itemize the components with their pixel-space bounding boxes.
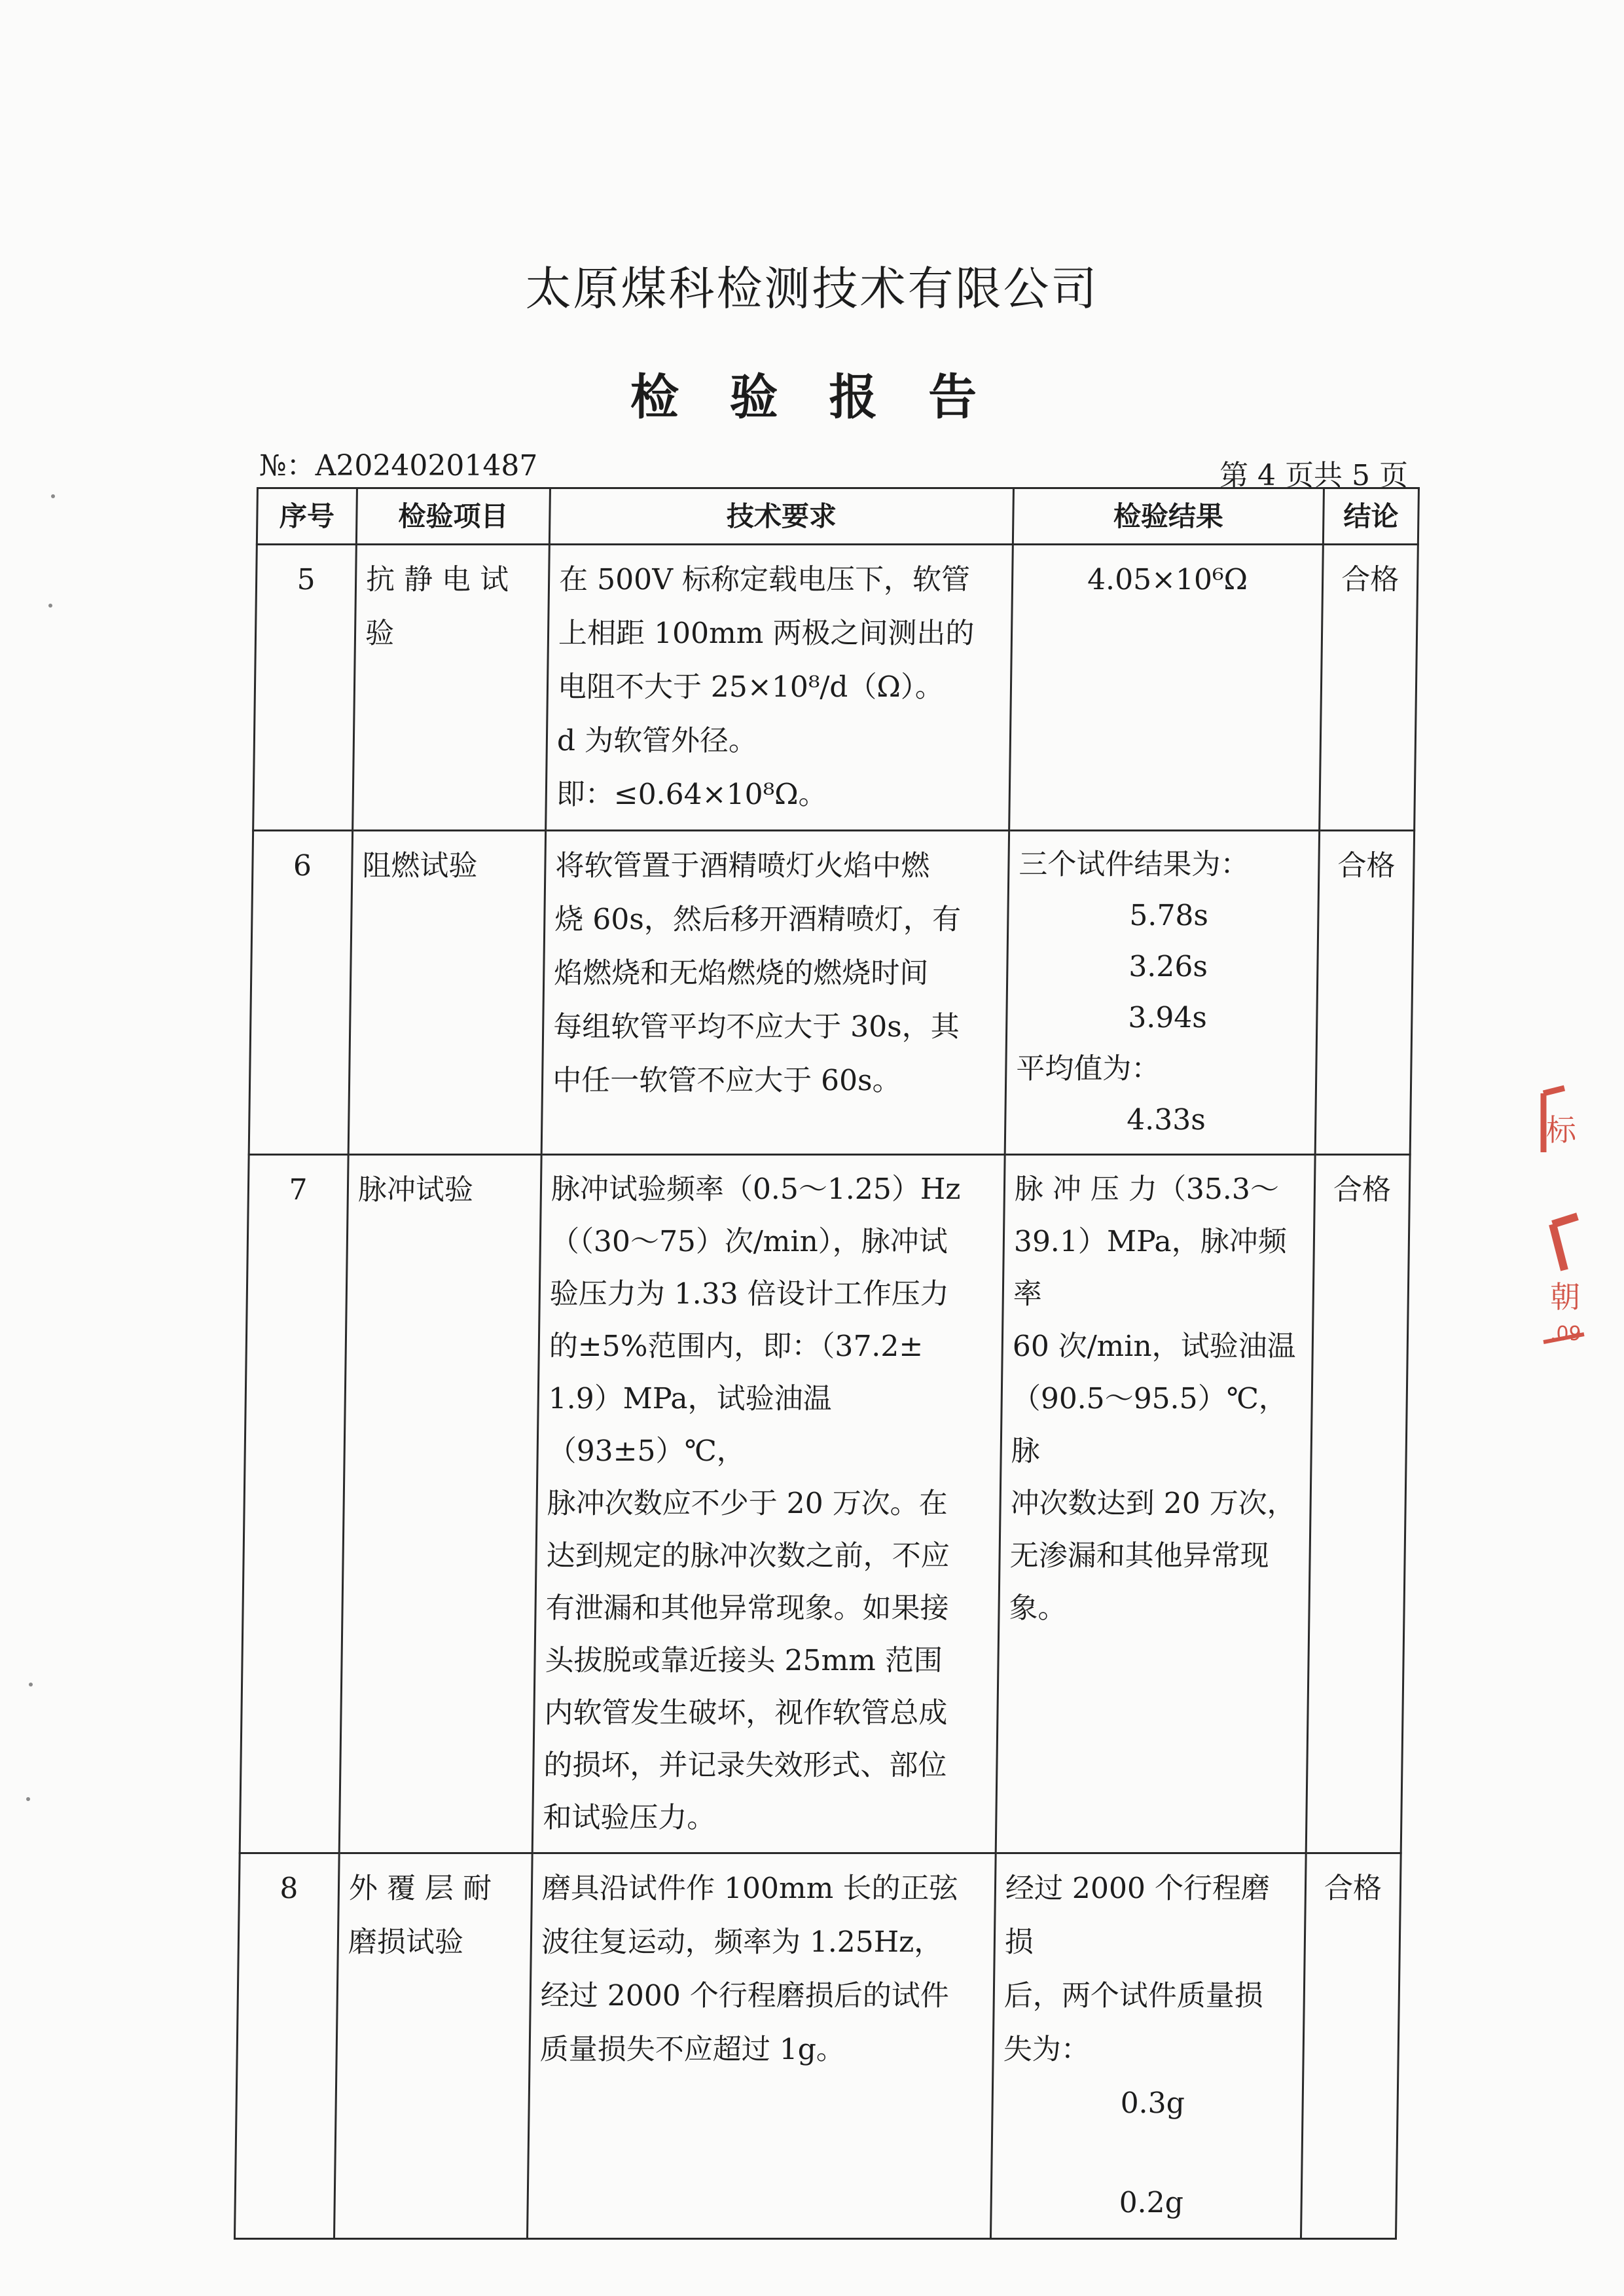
conclusion-cell: 合格 <box>1320 545 1418 831</box>
table-header-row <box>257 488 1418 545</box>
item-cell <box>334 1853 532 2239</box>
requirement-line: 1.9）MPa，试验油温（93±5）℃， <box>547 1382 832 1468</box>
item-cell <box>348 831 545 1155</box>
requirement-cell <box>527 1853 996 2239</box>
result-line: 39.1）MPa，脉冲频率 <box>1013 1225 1288 1311</box>
requirement-line: 脉冲次数应不少于 20 万次。在 <box>547 1487 948 1520</box>
item-line: 外 覆 层 耐 <box>348 1872 492 1905</box>
result-cell <box>1005 831 1319 1155</box>
requirement-line: （（30～75）次/min），脉冲试 <box>550 1225 948 1258</box>
seq-cell: 6 <box>249 831 352 1155</box>
result-line: 脉 冲 压 力（35.3～ <box>1014 1173 1280 1206</box>
scan-speck <box>48 604 52 608</box>
result-line: 失为： <box>1003 2033 1091 2066</box>
seq-cell: 5 <box>253 545 357 831</box>
result-line: 3.26s <box>1128 950 1208 983</box>
item-cell <box>339 1155 541 1853</box>
result-line: 4.05×10⁶Ω <box>1087 563 1248 596</box>
conclusion-cell: 合格 <box>1301 1853 1401 2239</box>
report-title: 检 验 报 告 <box>630 369 994 426</box>
seq-cell: 7 <box>240 1155 348 1853</box>
result-line: 5.78s <box>1129 899 1209 932</box>
item-line: 抗 静 电 试 <box>365 563 509 596</box>
header-conclusion: 结论 <box>1323 488 1418 545</box>
seal-fragment: .09 <box>1550 1322 1581 1345</box>
requirement-line: 有泄漏和其他异常现象。如果接 <box>545 1592 949 1625</box>
header-result: 检验结果 <box>1013 488 1324 545</box>
requirement-line: 将软管置于酒精喷灯火焰中燃 <box>555 849 930 883</box>
result-cell <box>996 1155 1315 1853</box>
scan-speck <box>29 1683 33 1686</box>
table-row <box>253 545 1418 831</box>
requirement-cell <box>532 1155 1005 1853</box>
requirement-line: 验压力为 1.33 倍设计工作压力 <box>549 1277 950 1311</box>
page-indicator: 第 4 页共 5 页 <box>1219 459 1408 492</box>
header-requirement: 技术要求 <box>549 488 1013 545</box>
requirement-line: 每组软管平均不应大于 30s，其 <box>552 1010 960 1044</box>
table-row <box>249 831 1414 1155</box>
inspection-table-wrapper <box>236 487 1418 2219</box>
scan-speck <box>51 494 55 498</box>
requirement-line: 上相距 100mm 两极之间测出的 <box>558 617 975 650</box>
header-seq: 序号 <box>257 488 357 545</box>
requirement-cell <box>546 545 1013 831</box>
requirement-line: 中任一软管不应大于 60s。 <box>552 1064 902 1097</box>
inspection-table <box>234 487 1420 2240</box>
item-line: 验 <box>365 617 395 650</box>
result-line: 平均值为： <box>1016 1052 1161 1085</box>
item-line: 阻燃试验 <box>362 849 478 883</box>
requirement-line: 质量损失不应超过 1g。 <box>539 2033 846 2066</box>
requirement-line: 焰燃烧和无焰燃烧的燃烧时间 <box>553 957 929 990</box>
table-row <box>240 1155 1410 1853</box>
requirement-line: 烧 60s，然后移开酒精喷灯，有 <box>554 903 962 936</box>
requirement-line: 在 500V 标称定载电压下，软管 <box>558 563 971 596</box>
result-line: 象。 <box>1009 1592 1067 1625</box>
requirement-line: 和试验压力。 <box>543 1801 716 1834</box>
result-cell <box>990 1853 1306 2239</box>
requirement-line: 达到规定的脉冲次数之前，不应 <box>546 1539 950 1573</box>
requirement-line: 波往复运动，频率为 1.25Hz， <box>541 1925 943 1959</box>
partial-seal-stamp <box>1538 1074 1624 1381</box>
result-line: 3.94s <box>1128 1001 1208 1034</box>
requirement-line: d 为软管外径。 <box>556 724 758 757</box>
seq-cell: 8 <box>234 1853 339 2239</box>
result-line: 无渗漏和其他异常现 <box>1009 1539 1269 1573</box>
result-cell <box>1009 545 1324 831</box>
seal-fragment: 朝 <box>1550 1279 1580 1315</box>
item-cell <box>353 545 550 831</box>
result-line: 4.33s <box>1127 1103 1206 1137</box>
result-line: 60 次/min，试验油温 <box>1012 1330 1297 1363</box>
result-line: 经过 2000 个行程磨损 <box>1004 1872 1271 1959</box>
header-item: 检验项目 <box>356 488 550 545</box>
requirement-line: 即：≤0.64×10⁸Ω。 <box>556 778 828 811</box>
requirement-line: 头拔脱或靠近接头 25mm 范围 <box>545 1644 943 1677</box>
scan-speck <box>26 1797 30 1801</box>
item-line: 脉冲试验 <box>357 1173 474 1207</box>
result-line: （90.5～95.5）℃，脉 <box>1011 1382 1288 1468</box>
result-line: 0.3g <box>1120 2086 1185 2120</box>
table-row <box>234 1853 1401 2239</box>
result-line: 三个试件结果为： <box>1019 848 1250 881</box>
conclusion-cell: 合格 <box>1306 1155 1410 1853</box>
requirement-line: 的±5%范围内，即：（37.2± <box>549 1330 924 1363</box>
item-line: 磨损试验 <box>348 1925 464 1959</box>
requirement-line: 电阻不大于 25×10⁸/d（Ω）。 <box>557 670 945 704</box>
result-line: 后，两个试件质量损 <box>1003 1979 1264 2013</box>
requirement-cell <box>541 831 1009 1155</box>
result-line: 冲次数达到 20 万次， <box>1010 1487 1296 1520</box>
requirement-line: 脉冲试验频率（0.5～1.25）Hz <box>550 1173 961 1206</box>
requirement-line: 的损坏，并记录失效形式、部位 <box>543 1749 947 1782</box>
report-number: №：A20240201487 <box>259 449 538 483</box>
requirement-line: 内软管发生破坏，视作软管总成 <box>544 1696 948 1730</box>
requirement-line: 磨具沿试件作 100mm 长的正弦 <box>541 1872 958 1905</box>
conclusion-cell: 合格 <box>1315 831 1414 1155</box>
company-name: 太原煤科检测技术有限公司 <box>525 262 1099 316</box>
result-line: 0.2g <box>1119 2186 1184 2219</box>
requirement-line: 经过 2000 个行程磨损后的试件 <box>540 1979 950 2013</box>
seal-fragment: 标 <box>1546 1112 1576 1148</box>
